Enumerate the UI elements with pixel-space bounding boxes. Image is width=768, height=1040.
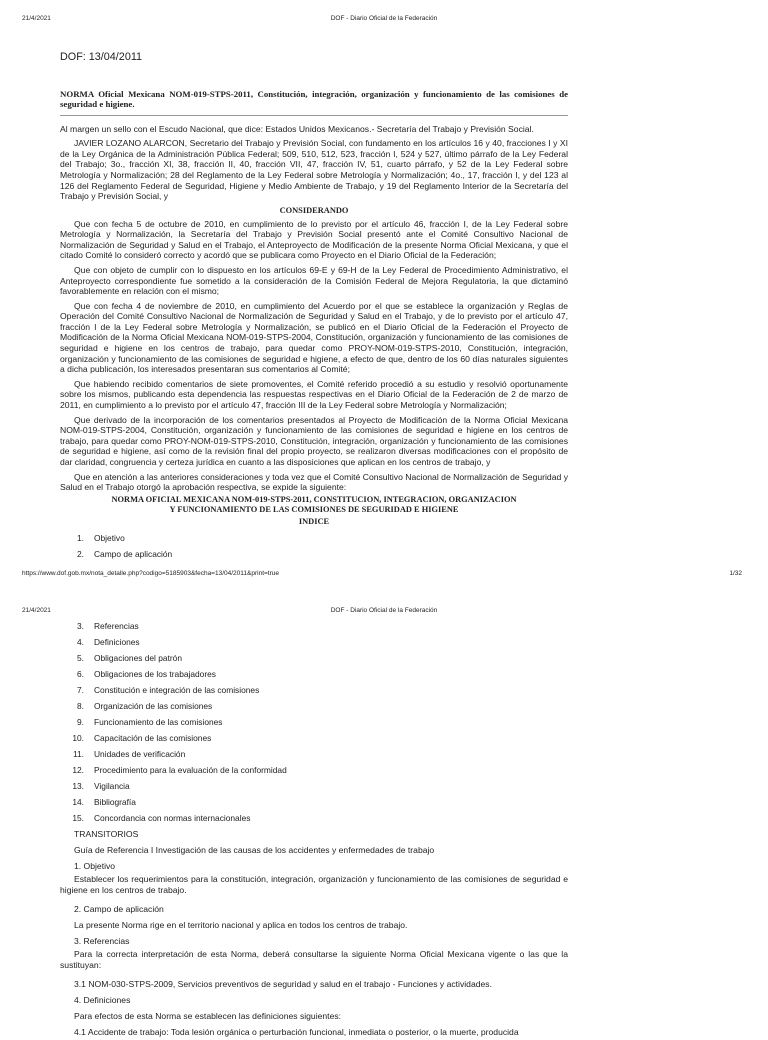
section-text: Para la correcta interpretación de esta Norma, deberá consultarse la siguiente Norma Oficial Mexicana vigente o las que la sustituyan:	[60, 949, 568, 970]
stamp-paragraph: Al margen un sello con el Escudo Nacional, que dice: Estados Unidos Mexicanos.- Secretaría del Trabajo y Previsión Social.	[60, 123, 534, 134]
index-list	[60, 530, 568, 562]
norm-title: NORMA Oficial Mexicana NOM-019-STPS-2011, Constitución, integración, organización y funcionamiento de las comisiones de seguridad e higiene.	[60, 89, 568, 116]
considerando-paragraph: Que derivado de la incorporación de los comentarios presentados al Proyecto de Modificación de la Norma Oficial Mexicana NOM-019-STPS-2004, Constitución, organización y funcionamiento de las comisiones de seguridad e higiene en los centros de trabajo, para quedar como PROY-NOM-019-STPS-2010, Constitución, integración, organización y funcionamiento de las comisiones de seguridad e higiene, así como de la revisión final del propio proyecto, se realizaron diversas modificaciones con el propósito de dar claridad, congruencia y certeza jurídica en cuanto a las disposiciones que aplican en los centros de trabajo, y	[60, 414, 568, 468]
list-item: 11. Unidades de verificación	[72, 749, 186, 759]
list-item: 5. Obligaciones del patrón	[77, 653, 182, 663]
list-item: 3. Referencias	[77, 621, 139, 631]
list-item: 7. Constitución e integración de las comisiones	[77, 685, 260, 695]
reference-item: 3.1 NOM-030-STPS-2009, Servicios preventivos de seguridad y salud en el trabajo - Funciones y actividades.	[74, 979, 492, 990]
footer-url-link[interactable]: https://www.dof.gob.mx/nota_detalle.php?codigo=5185903&fecha=13/04/2011&print=true	[22, 570, 280, 577]
document-page-2	[60, 618, 568, 1040]
page-header	[0, 15, 768, 29]
list-item: 15. Concordancia con normas internacionales	[72, 813, 251, 823]
considerando-paragraph: Que habiendo recibido comentarios de siete promoventes, el Comité referido procedió a su estudio y resolvió oportunamente sobre los mismos, publicando esta dependencia las respuestas respectivas en el Diario Oficial de la Federación de 2 de marzo de 2011, en cumplimiento a lo previsto por el artículo 47, fracción III de la Ley Federal sobre Metrología y Normalización;	[60, 378, 568, 411]
header-date: 21/4/2021	[22, 607, 51, 614]
section-text: Establecer los requerimientos para la constitución, integración, organización y funcionamiento de las comisiones de seguridad e higiene en los centros de trabajo.	[60, 874, 568, 895]
considerando-paragraph: Que con fecha 4 de noviembre de 2010, en cumplimiento del Acuerdo por el que se establece la organización y Reglas de Operación del Comité Consultivo Nacional de Normalización de Seguridad y Salud en el Trabajo, y de lo previsto por el artículo 47, fracción I de la Ley Federal sobre Metrología y Normalización, se publicó en el Diario Oficial de la Federación el Proyecto de Modificación de la Norma Oficial Mexicana NOM-019-STPS-2004, Constitución, organización y funcionamiento de las comisiones de seguridad e higiene en los centros de trabajo, para quedar como PROY-NOM-019-STPS-2010, Constitución, integración, organización y funcionamiento de las comisiones de seguridad e higiene, a efecto de que, dentro de los 60 días naturales siguientes a dicha publicación, los interesados presentaran sus comentarios al Comité;	[60, 300, 568, 375]
document-page-1	[60, 52, 568, 562]
list-item: 14. Bibliografía	[72, 797, 136, 807]
header-title: DOF - Diario Oficial de la Federación	[330, 15, 438, 22]
header-date: 21/4/2021	[22, 15, 51, 22]
list-item: 4. Definiciones	[77, 637, 140, 647]
section-heading: 3. Referencias	[74, 936, 130, 947]
list-item: 8. Organización de las comisiones	[77, 701, 213, 711]
list-item: 12. Procedimiento para la evaluación de la conformidad	[72, 765, 287, 775]
transitorios-label: TRANSITORIOS	[74, 829, 139, 839]
list-item: 6. Obligaciones de los trabajadores	[77, 669, 216, 679]
list-item: 9. Funcionamiento de las comisiones	[77, 717, 223, 727]
definition-item: 4.1 Accidente de trabajo: Toda lesión orgánica o perturbación funcional, inmediata o posterior, o la muerte, producida	[74, 1027, 519, 1038]
footer-page-number: 1/32	[729, 570, 742, 577]
index-list	[60, 618, 568, 826]
section-text: La presente Norma rige en el territorio nacional y aplica en todos los centros de trabajo.	[74, 920, 408, 931]
dof-date: DOF: 13/04/2011	[60, 51, 143, 63]
indice-heading: INDICE	[298, 517, 330, 527]
considerando-heading: CONSIDERANDO	[279, 205, 349, 215]
section-heading: 2. Campo de aplicación	[74, 904, 164, 915]
list-item: 10. Capacitación de las comisiones	[72, 733, 212, 743]
list-item: 2. Campo de aplicación	[77, 549, 173, 560]
section-heading: 1. Objetivo	[74, 861, 116, 871]
header-title: DOF - Diario Oficial de la Federación	[330, 607, 438, 614]
intro-paragraph: JAVIER LOZANO ALARCON, Secretario del Trabajo y Previsión Social, con fundamento en los artículos 16 y 40, fracciones I y XI de la Ley Orgánica de la Administración Pública Federal; 509, 510, 512, 523, fracción I, 524 y 527, último párrafo de la Ley Federal del Trabajo; 3o., fracción XI, 38, fracción II, 40, fracción VII, 47, fracción IV, 51, cuarto párrafo, y 52 de la Ley Federal sobre Metrología y Normalización; 28 del Reglamento de la Ley Federal sobre Metrología y Normalización; 4o., 17, fracción I, y del 123 al 126 del Reglamento Federal de Seguridad, Higiene y Medio Ambiente de Trabajo, y 19 del Reglamento Interior de la Secretaría del Trabajo y Previsión Social, y	[60, 138, 568, 202]
list-item: 13. Vigilancia	[72, 781, 130, 791]
list-item: 1. Objetivo	[77, 533, 125, 544]
norm-heading-line-1: NORMA OFICIAL MEXICANA NOM-019-STPS-2011, CONSTITUCION, INTEGRACION, ORGANIZACION	[111, 494, 517, 504]
considerando-paragraph: Que con fecha 5 de octubre de 2010, en cumplimiento de lo previsto por el artículo 46, fracción I, de la Ley Federal sobre Metrología y Normalización, la Secretaría del Trabajo y Previsión Social presentó ante el Comité Consultivo Nacional de Normalización de Seguridad y Salud en el Trabajo, el Anteproyecto de Modificación de la presente Norma Oficial Mexicana, y que el citado Comité lo consideró correcto y acordó que se publicara como Proyecto en el Diario Oficial de la Federación;	[60, 218, 568, 261]
considerando-paragraph: Que con objeto de cumplir con lo dispuesto en los artículos 69-E y 69-H de la Ley Federal de Procedimiento Administrativo, el Anteproyecto correspondiente fue sometido a la consideración de la Comisión Federal de Mejora Regulatoria, la que dictaminó favorablemente en relación con el mismo;	[60, 264, 568, 297]
section-heading: 4. Definiciones	[74, 995, 131, 1006]
section-text: Para efectos de esta Norma se establecen las definiciones siguientes:	[74, 1011, 342, 1022]
considerando-paragraph: Que en atención a las anteriores consideraciones y toda vez que el Comité Consultivo Nacional de Normalización de Seguridad y Salud en el Trabajo otorgó la aprobación respectiva, se expide la siguiente:	[60, 471, 568, 493]
norm-heading-line-2: Y FUNCIONAMIENTO DE LAS COMISIONES DE SEGURIDAD E HIGIENE	[169, 504, 459, 514]
guide-label: Guía de Referencia I Investigación de las causas de los accidentes y enfermedades de trabajo	[74, 845, 435, 855]
